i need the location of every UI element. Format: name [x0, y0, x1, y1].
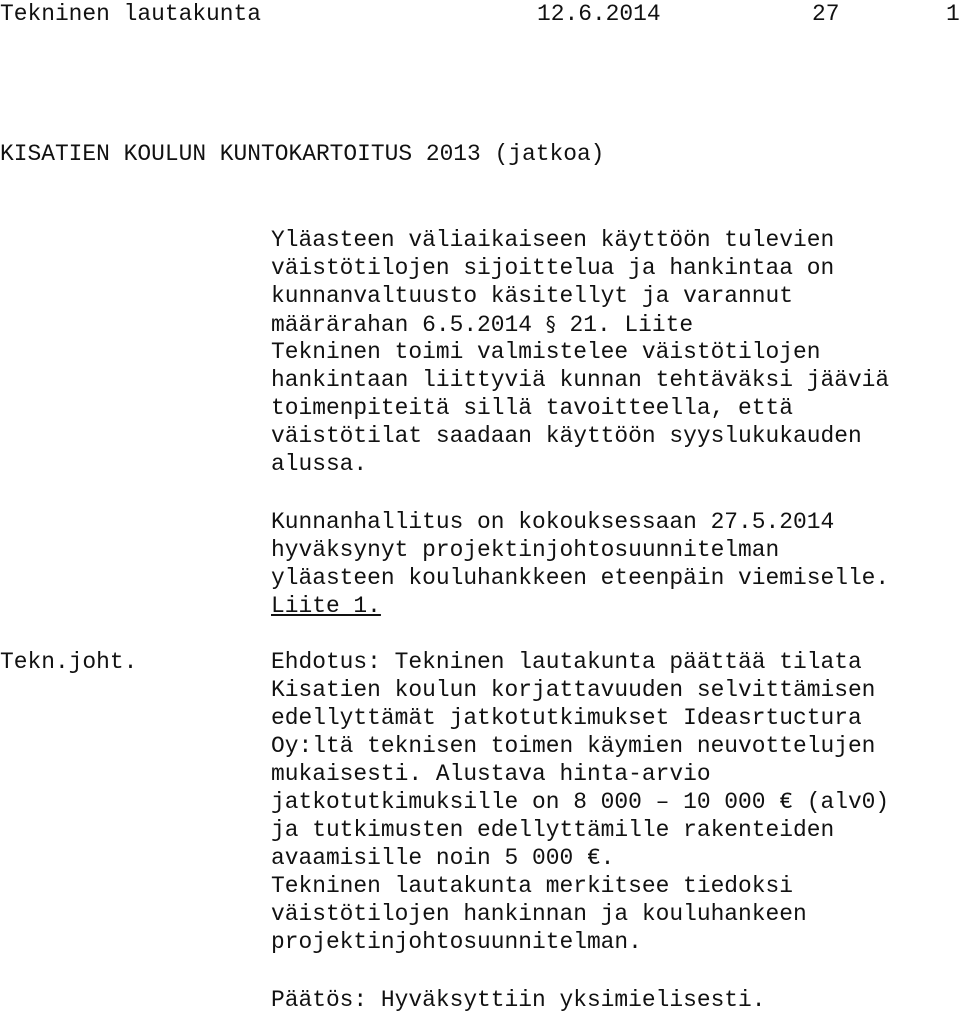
text-line: ja tutkimusten edellyttämille rakenteiden	[271, 817, 835, 843]
text-line-with-section	[271, 310, 960, 338]
text-line: Kunnanhallitus on kokouksessaan 27.5.2014	[271, 509, 835, 535]
text-line: Päätös: Hyväksyttiin yksimielisesti.	[271, 987, 766, 1013]
decision-text	[271, 986, 960, 1014]
text-line: Ehdotus: Tekninen lautakunta päättää tilata	[271, 649, 862, 675]
text-line: avaamisille noin 5 000 €.	[271, 845, 615, 871]
paragraph-temporary-facilities	[271, 226, 960, 478]
attachment-link[interactable]: Liite 1.	[271, 593, 381, 619]
text-line: hankintaan liittyviä kunnan tehtäväksi jääviä	[271, 367, 890, 393]
document-title: KISATIEN KOULUN KUNTOKARTOITUS 2013 (jatkoa)	[0, 141, 605, 167]
text-fragment: 21. Liite	[555, 312, 694, 338]
text-line: Oy:ltä teknisen toimen käymien neuvottelujen	[271, 733, 876, 759]
text-line: toimenpiteitä sillä tavoitteella, että	[271, 395, 793, 421]
text-line: Yläasteen väliaikaiseen käyttöön tulevien	[271, 227, 835, 253]
text-fragment: määrärahan 6.5.2014	[271, 312, 546, 338]
text-line: projektinjohtosuunnitelman.	[271, 929, 642, 955]
proposer-label: Tekn.joht.	[0, 649, 138, 675]
text-line: yläasteen kouluhankkeen eteenpäin viemiselle.	[271, 565, 890, 591]
text-line: Tekninen toimi valmistelee väistötilojen	[271, 339, 821, 365]
text-line: hyväksynyt projektinjohtosuunnitelman	[271, 537, 780, 563]
text-line: edellyttämät jatkotutkimukset Ideasrtuctura	[271, 705, 862, 731]
paragraph-municipal-board	[271, 508, 960, 620]
proposal-text	[271, 648, 960, 956]
text-line: väistötilojen hankinnan ja kouluhankeen	[271, 901, 807, 927]
text-line: mukaisesti. Alustava hinta-arvio	[271, 761, 711, 787]
committee-name: Tekninen lautakunta	[0, 1, 261, 27]
text-line: kunnanvaltuusto käsitellyt ja varannut	[271, 283, 793, 309]
text-line: alussa.	[271, 451, 368, 477]
page-number: 1	[946, 1, 960, 27]
text-line: jatkotutkimuksille on 8 000 – 10 000 € (alv0)	[271, 789, 890, 815]
attachment-line	[271, 592, 960, 620]
text-line: väistötilojen sijoittelua ja hankintaa on	[271, 255, 835, 281]
text-line: Tekninen lautakunta merkitsee tiedoksi	[271, 873, 793, 899]
text-line: Kisatien koulun korjattavuuden selvittämisen	[271, 677, 876, 703]
section-sign: §	[545, 312, 556, 336]
meeting-date: 12.6.2014	[537, 1, 661, 27]
text-line: väistötilat saadaan käyttöön syyslukukauden	[271, 423, 862, 449]
section-number: 27	[812, 1, 840, 27]
